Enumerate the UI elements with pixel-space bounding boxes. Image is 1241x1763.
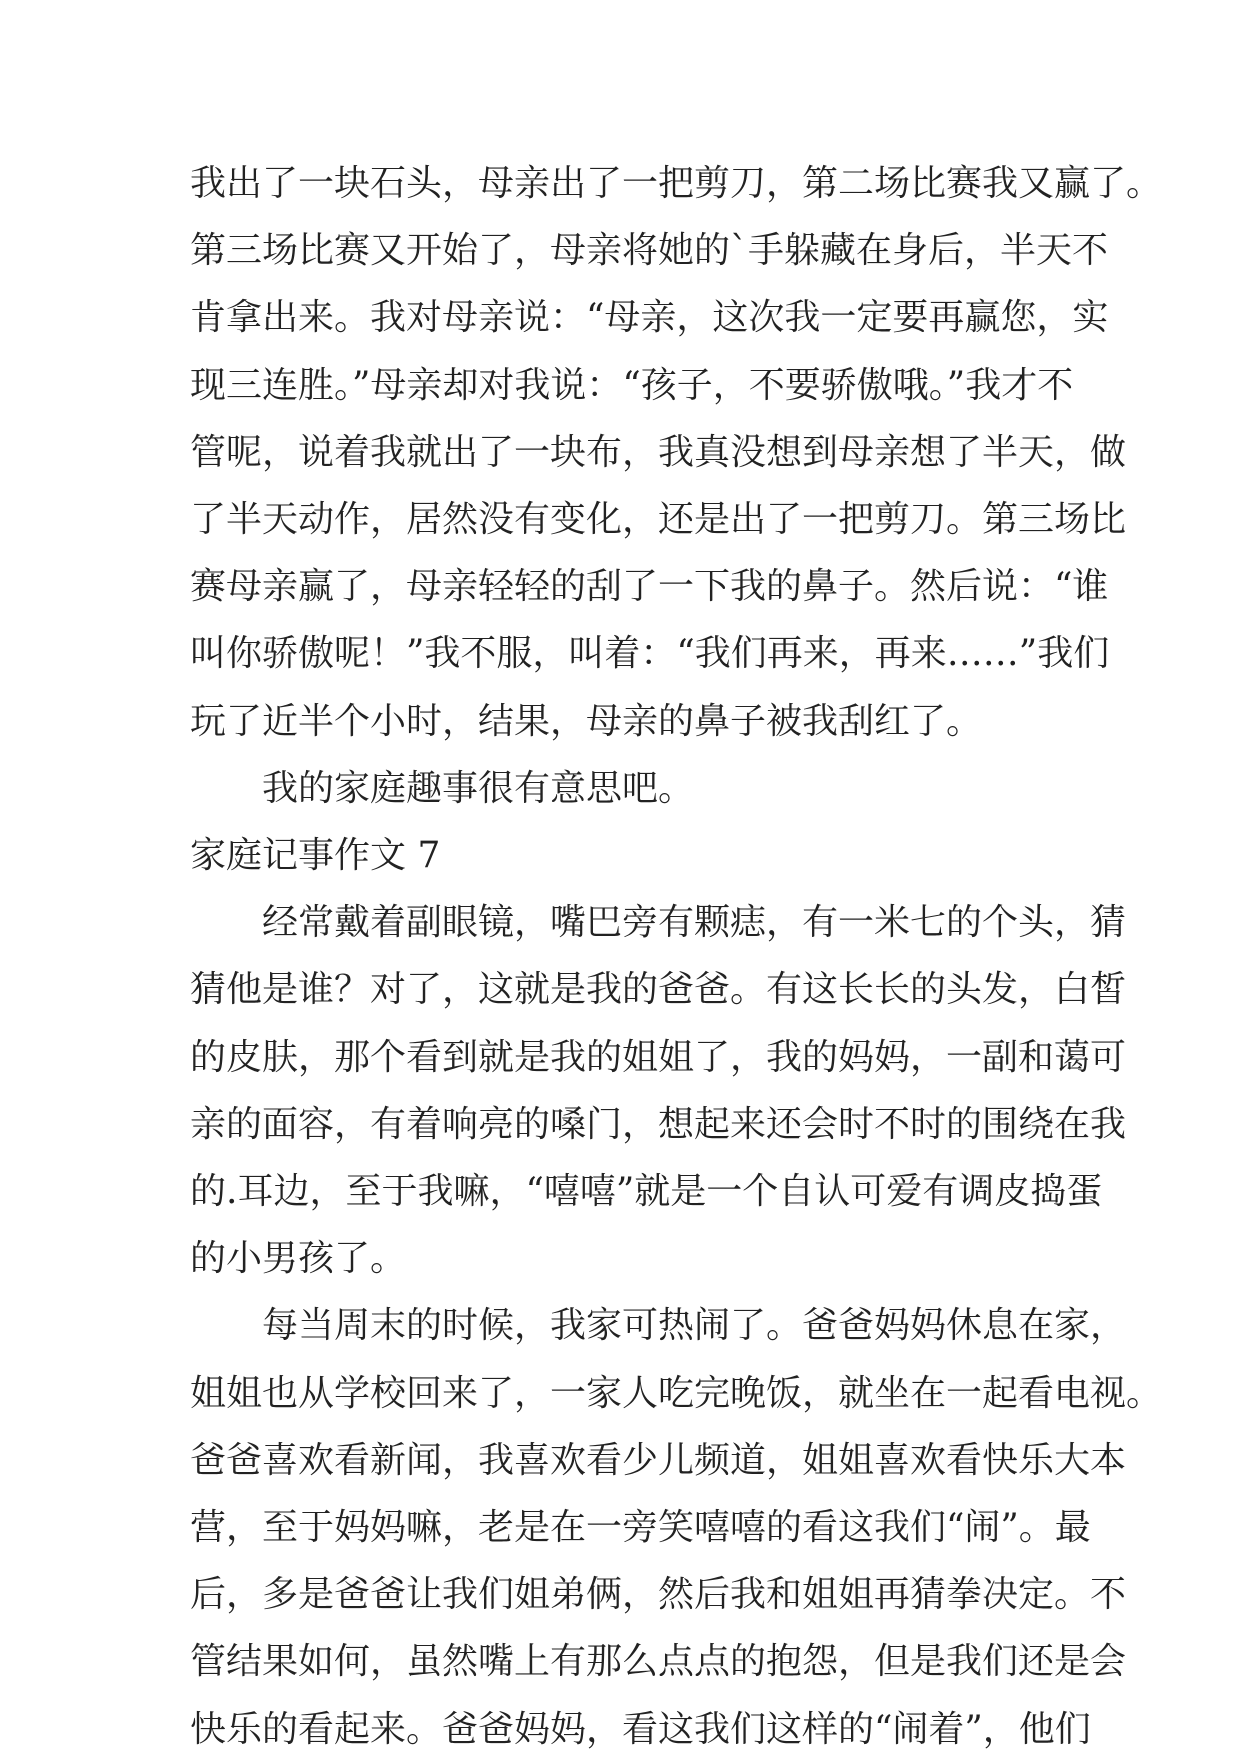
text-line: 我出了一块石头，母亲出了一把剪刀，第二场比赛我又赢了。 xyxy=(190,163,1163,204)
text-line: 玩了近半个小时，结果，母亲的鼻子被我刮红了。 xyxy=(190,700,983,742)
text-line: 管呢，说着我就出了一块布，我真没想到母亲想了半天，做 xyxy=(190,431,1127,473)
paragraph-family-intro xyxy=(190,889,1127,1292)
text-line: 姐姐也从学校回来了，一家人吃完晚饭，就坐在一起看电视。 xyxy=(190,1372,1163,1414)
text-line: 的小男孩了。 xyxy=(190,1238,407,1280)
paragraph-game-story xyxy=(190,150,1163,755)
text-line: 肯拿出来。我对母亲说：“母亲，这次我一定要再赢您，实 xyxy=(190,297,1109,339)
text-line: 经常戴着副眼镜，嘴巴旁有颗痣，有一米七的个头，猜 xyxy=(262,902,1127,944)
text-line: 管结果如何，虽然嘴上有那么点点的抱怨，但是我们还是会 xyxy=(190,1641,1127,1683)
text-line: 了半天动作，居然没有变化，还是出了一把剪刀。第三场比 xyxy=(190,499,1127,541)
text-line: 现三连胜。”母亲却对我说：“孩子，不要骄傲哦。”我才不 xyxy=(190,364,1074,406)
text-line: 爸爸喜欢看新闻，我喜欢看少儿频道，姐姐喜欢看快乐大本 xyxy=(190,1439,1127,1481)
text-line: 叫你骄傲呢！”我不服，叫着：“我们再来，再来……”我们 xyxy=(190,633,1110,675)
text-line: 快乐的看起来。爸爸妈妈，看这我们这样的“闹着”，他们 xyxy=(190,1708,1091,1750)
document-page xyxy=(190,150,1163,1763)
text-line: 第三场比赛又开始了，母亲将她的`手躲藏在身后，半天不 xyxy=(190,230,1109,272)
text-line: 赛母亲赢了，母亲轻轻的刮了一下我的鼻子。然后说：“谁 xyxy=(190,566,1109,608)
paragraph-weekend xyxy=(190,1292,1163,1762)
text-line: 猜他是谁？对了，这就是我的爸爸。有这长长的头发，白皙 xyxy=(190,969,1127,1011)
text-line: 的皮肤，那个看到就是我的姐姐了，我的妈妈，一副和蔼可 xyxy=(190,1036,1127,1078)
section-title: 家庭记事作文 7 xyxy=(190,835,441,877)
text-line: 亲的面容，有着响亮的嗓门，想起来还会时不时的围绕在我 xyxy=(190,1103,1127,1145)
text-line: 每当周末的时候，我家可热闹了。爸爸妈妈休息在家， xyxy=(262,1305,1127,1347)
text-line: 后，多是爸爸让我们姐弟俩，然后我和姐姐再猜拳决定。不 xyxy=(190,1574,1127,1616)
paragraph-conclusion: 我的家庭趣事很有意思吧。 xyxy=(262,767,695,809)
text-line: 营，至于妈妈嘛，老是在一旁笑嘻嘻的看这我们“闹”。最 xyxy=(190,1507,1091,1549)
text-line: 的.耳边，至于我嘛，“嘻嘻”就是一个自认可爱有调皮捣蛋 xyxy=(190,1171,1103,1213)
